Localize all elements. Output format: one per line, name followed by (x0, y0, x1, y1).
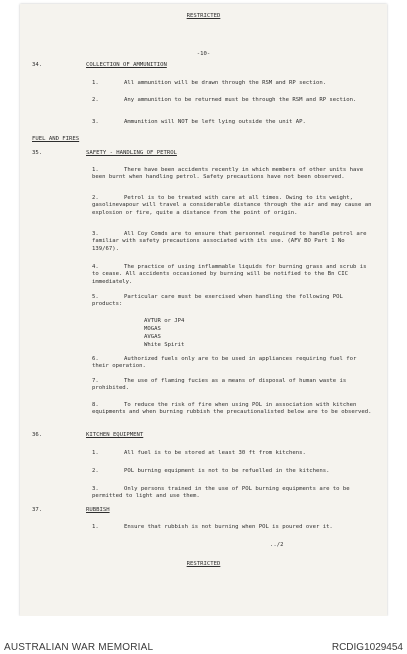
document-page (20, 4, 387, 616)
list-item-number: 2. (92, 195, 99, 201)
archive-footer (0, 616, 407, 654)
list-item-number: 3. (92, 486, 99, 492)
list-item-text: Authorized fuels only are to be used in appliances requiring fuel for their operation. (92, 356, 357, 370)
list-item-number: 1. (92, 450, 99, 456)
list-item-text: The use of flaming fucies as a means of disposal of human waste is prohibited. (92, 378, 347, 392)
section-34-number: 34. (32, 62, 43, 68)
list-item-text: Ensure that rubbish is not burning when POL is poured over it. (124, 524, 333, 530)
list-item-number: 1. (92, 524, 99, 530)
list-item-number: 3. (92, 119, 99, 125)
list-item-text: Only persons trained in the use of POL burning equipments are to be permitted to light and use them. (92, 486, 350, 500)
list-item-text: POL burning equipment is not to be refuelled in the kitchens. (124, 468, 330, 474)
section-36-title: KITCHEN EQUIPMENT (86, 432, 144, 438)
list-item-number: 7. (92, 378, 99, 384)
pol-product-item: MOGAS (144, 326, 161, 332)
list-item-number: 1. (92, 80, 99, 86)
archive-id: RCDIG1029454 (331, 642, 403, 653)
list-item-text: All Coy Comds are to ensure that personnel required to handle petrol are familiar with safety precautions associated with its use. (AFV BO Part 1 No 139/67). (92, 231, 367, 252)
classification-bottom: RESTRICTED (186, 561, 221, 567)
list-item-number: 6. (92, 356, 99, 362)
list-item-text: The practice of using inflammable liquids for burning grass and scrub is to cease. All accidents occasioned by burning will be notified to the Bn CIC immediately. (92, 264, 367, 285)
list-item-number: 8. (92, 402, 99, 408)
list-item-text: To reduce the risk of fire when using POL in association with kitchen equipments and when burning rubbish the precautionalisted below are to be observed. (92, 402, 372, 416)
list-item-number: 2. (92, 97, 99, 103)
section-36-number: 36. (32, 432, 43, 438)
page-number: -10- (196, 51, 211, 57)
continuation-marker: ../2 (270, 542, 284, 548)
section-37-number: 37. (32, 507, 43, 513)
classification-top: RESTRICTED (186, 13, 221, 19)
section-34-title: COLLECTION OF AMMUNITION (86, 62, 167, 68)
list-item-text: All ammunition will be drawn through the RSM and RP section. (124, 80, 327, 86)
pol-product-item: AVTUR or JP4 (144, 318, 185, 324)
list-item-text: Ammunition will NOT be left lying outside the unit AP. (124, 119, 306, 125)
pol-product-item: AVGAS (144, 334, 161, 340)
list-item-text: There have been accidents recently in which members of other units have been burnt when handling petrol. Safety precautions have not been observed. (92, 167, 364, 181)
section-35-title: SAFETY - HANDLING OF PETROL (86, 150, 177, 156)
list-item-number: 4. (92, 264, 99, 270)
pol-product-item: White Spirit (144, 342, 185, 348)
list-item-text: Petrol is to be treated with care at all times. Owing to its weight, gasolinevapour will travel a considerable distance through the air and may cause an explosion or fire, quite a distance from the point of origin. (92, 195, 372, 216)
list-item-number: 3. (92, 231, 99, 237)
list-item-text: Any ammunition to be returned must be through the RSM and RP section. (124, 97, 357, 103)
archive-name: AUSTRALIAN WAR MEMORIAL (4, 642, 154, 653)
list-item-number: 2. (92, 468, 99, 474)
section-37-title: RUBBISH (86, 507, 110, 513)
list-item-text: All fuel is to be stored at least 30 ft from kitchens. (124, 450, 306, 456)
section-35-number: 35. (32, 150, 43, 156)
fuel-and-fires-heading: FUEL AND FIRES (32, 136, 80, 142)
list-item-number: 5. (92, 294, 99, 300)
list-item-text: Particular care must be exercised when handling the following POL products: (92, 294, 343, 308)
list-item-number: 1. (92, 167, 99, 173)
